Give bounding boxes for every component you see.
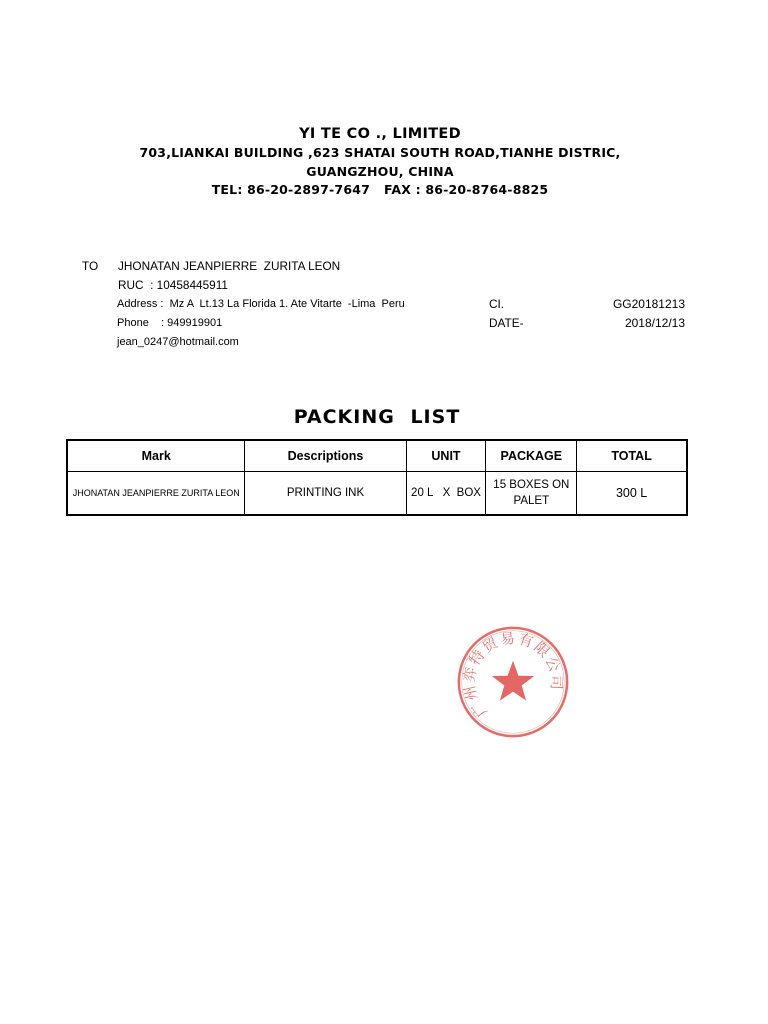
- cell-mark: JHONATAN JEANPIERRE ZURITA LEON: [67, 472, 245, 516]
- seal-text-path: 广州弈特贸易有限公司: [461, 630, 564, 720]
- table-row: [67, 472, 687, 516]
- to-label: TO: [82, 259, 99, 273]
- document-title: PACKING LIST: [293, 406, 461, 428]
- header-mark: Mark: [67, 440, 245, 472]
- company-fax: FAX : 86-20-8764-8825: [384, 182, 549, 197]
- recipient-address: Address : Mz A Lt.13 La Florida 1. Ate Vitarte -Lima Peru: [117, 298, 405, 310]
- header-unit: UNIT: [406, 440, 486, 472]
- ci-value: GG20181213: [612, 297, 685, 311]
- recipient-phone: Phone : 949919901: [117, 317, 223, 329]
- cell-description: PRINTING INK: [245, 472, 406, 516]
- star-icon: [492, 661, 535, 701]
- header-total: TOTAL: [577, 440, 687, 472]
- ci-label: CI.: [489, 297, 505, 311]
- recipient-name: JHONATAN JEANPIERRE ZURITA LEON: [118, 259, 341, 273]
- company-header: [0, 124, 760, 200]
- date-label: DATE-: [489, 316, 524, 330]
- company-tel: TEL: 86-20-2897-7647: [211, 182, 371, 197]
- recipient-email: jean_0247@hotmail.com: [117, 336, 239, 348]
- table-header-row: [67, 440, 687, 472]
- company-address-line1: 703,LIANKAI BUILDING ,623 SHATAI SOUTH ROAD,TIANHE DISTRIC,: [139, 145, 621, 160]
- company-name: YI TE CO ., LIMITED: [299, 126, 461, 142]
- header-descriptions: Descriptions: [245, 440, 406, 472]
- company-address-line2: GUANGZHOU, CHINA: [306, 163, 454, 179]
- date-value: 2018/12/13: [624, 316, 685, 330]
- recipient-ruc: RUC : 10458445911: [118, 278, 228, 292]
- header-package: PACKAGE: [486, 440, 577, 472]
- company-seal: [455, 624, 571, 740]
- cell-total: 300 L: [577, 472, 687, 516]
- company-contact: [0, 181, 760, 200]
- packing-table: [66, 439, 688, 516]
- cell-package: 15 BOXES ON PALET: [486, 472, 577, 516]
- cell-unit: 20 L X BOX: [406, 472, 486, 516]
